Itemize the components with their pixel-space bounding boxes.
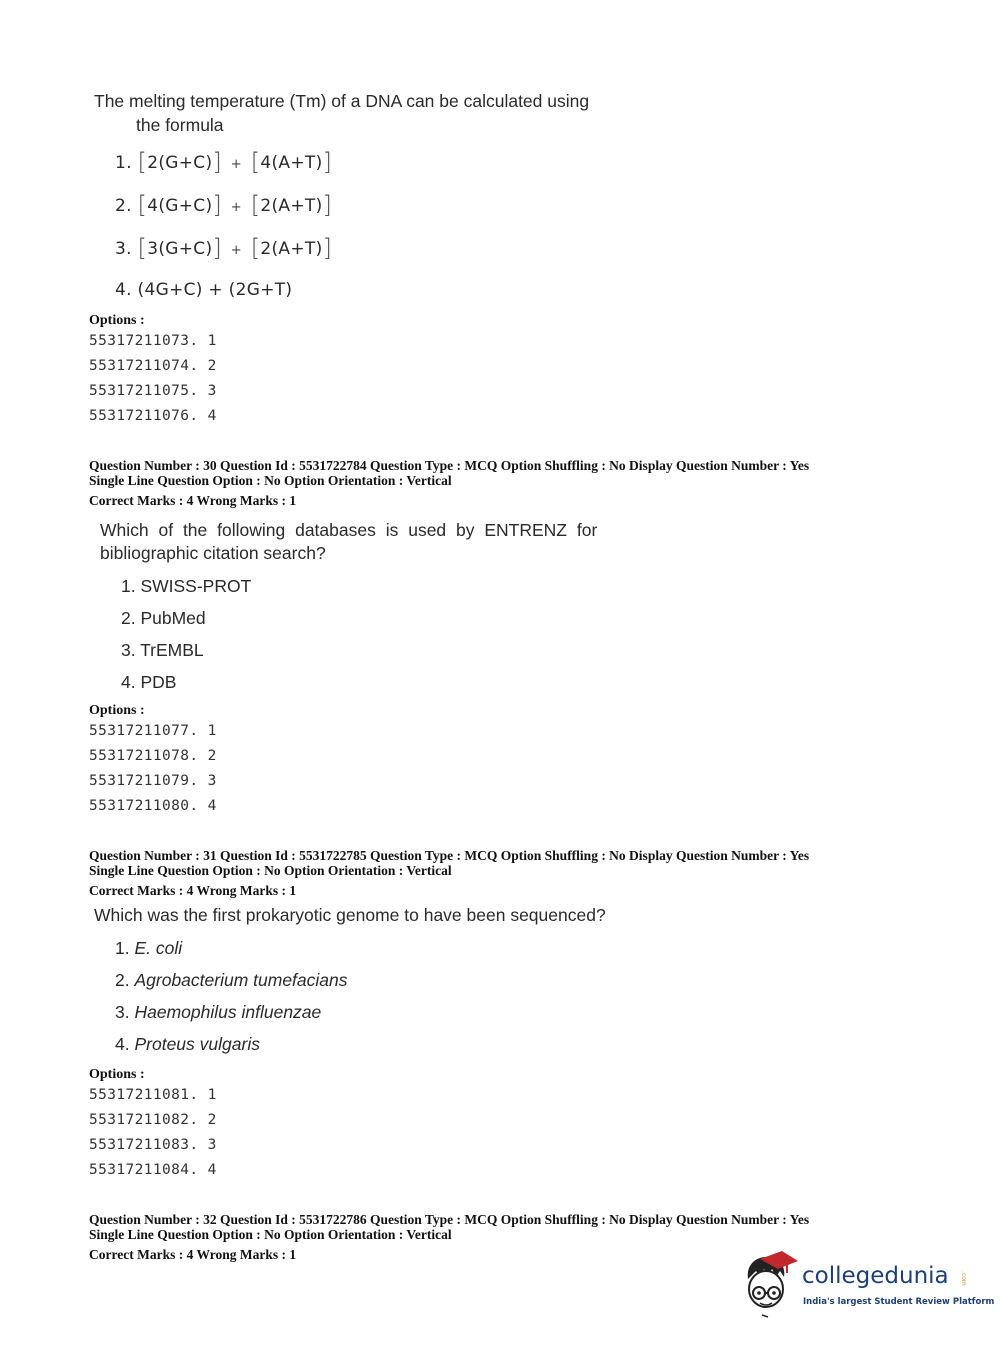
choice-number: 2. (115, 970, 130, 990)
q32-meta-line1: Question Number : 32 Question Id : 5531722786 Question Type : MCQ Option Shuffling : No Display Question Number : Yes (89, 1212, 810, 1227)
q31-option-id-1: 55317211081. 1 (89, 1087, 217, 1103)
q30-option-id-2: 55317211078. 2 (89, 748, 217, 764)
q31-choice-2 (115, 970, 348, 991)
logo-tld: .com (960, 1271, 967, 1286)
choice-term-a: 3(G+C) (147, 239, 213, 259)
q30-text-line1: Which of the following databases is used by ENTRENZ for (100, 520, 598, 540)
q30-option-id-1: 55317211077. 1 (89, 723, 217, 739)
logo-tagline: India's largest Student Review Platform (803, 1297, 995, 1307)
q30-text-line2: bibliographic citation search? (100, 543, 326, 563)
choice-organism: E. coli (134, 938, 183, 958)
q31-choice-1 (115, 938, 182, 959)
mascot-icon (742, 1249, 802, 1319)
q29-option-id-3: 55317211075. 3 (89, 383, 217, 399)
q29-options-label: Options : (89, 313, 145, 328)
choice-text: (4G+C) + (2G+T) (137, 280, 293, 300)
q31-choice-3 (115, 1002, 321, 1023)
q29-text-line2: the formula (136, 115, 224, 135)
q29-option-id-1: 55317211073. 1 (89, 333, 217, 349)
q30-choice-2: 2. PubMed (121, 608, 206, 628)
q29-choice-1: 1. [2(G+C)] + [4(A+T)] (115, 148, 333, 176)
q30-meta-line2: Single Line Question Option : No Option Orientation : Vertical (89, 473, 452, 488)
choice-number: 4. (115, 1034, 130, 1054)
q30-meta-line1: Question Number : 30 Question Id : 5531722784 Question Type : MCQ Option Shuffling : No Display Question Number : Yes (89, 458, 810, 473)
logo-brand-name: collegedunia (802, 1263, 949, 1289)
choice-organism: Haemophilus influenzae (134, 1002, 322, 1022)
q31-options-label: Options : (89, 1067, 145, 1082)
q31-meta-line3: Correct Marks : 4 Wrong Marks : 1 (89, 883, 297, 898)
choice-number: 1. (115, 153, 132, 173)
choice-organism: Proteus vulgaris (134, 1034, 260, 1054)
q30-choice-4: 4. PDB (121, 672, 177, 692)
q31-option-id-4: 55317211084. 4 (89, 1162, 217, 1178)
choice-term-a: 2(G+C) (147, 153, 213, 173)
q32-meta-line3: Correct Marks : 4 Wrong Marks : 1 (89, 1247, 297, 1262)
q31-option-id-3: 55317211083. 3 (89, 1137, 217, 1153)
q29-choice-3: 3. [3(G+C)] + [2(A+T)] (115, 234, 333, 262)
choice-term-b: 2(A+T) (260, 239, 323, 259)
q31-meta-line1: Question Number : 31 Question Id : 5531722785 Question Type : MCQ Option Shuffling : No Display Question Number : Yes (89, 848, 810, 863)
q30-meta-line3: Correct Marks : 4 Wrong Marks : 1 (89, 493, 297, 508)
choice-term-b: 4(A+T) (260, 153, 323, 173)
collegedunia-logo (742, 1249, 995, 1319)
choice-term-a: 4(G+C) (147, 196, 213, 216)
choice-term-b: 2(A+T) (260, 196, 323, 216)
q29-option-id-2: 55317211074. 2 (89, 358, 217, 374)
choice-number: 4. (115, 280, 132, 300)
choice-number: 3. (115, 239, 132, 259)
q29-choice-2: 2. [4(G+C)] + [2(A+T)] (115, 191, 333, 219)
q30-option-id-3: 55317211079. 3 (89, 773, 217, 789)
q30-option-id-4: 55317211080. 4 (89, 798, 217, 814)
q30-choice-3: 3. TrEMBL (121, 640, 204, 660)
q31-choice-4 (115, 1034, 260, 1055)
q30-choice-1: 1. SWISS-PROT (121, 576, 252, 596)
q31-option-id-2: 55317211082. 2 (89, 1112, 217, 1128)
q32-meta-line2: Single Line Question Option : No Option Orientation : Vertical (89, 1227, 452, 1242)
q31-meta-line2: Single Line Question Option : No Option Orientation : Vertical (89, 863, 452, 878)
q29-option-id-4: 55317211076. 4 (89, 408, 217, 424)
q30-options-label: Options : (89, 703, 145, 718)
choice-number: 3. (115, 1002, 130, 1022)
choice-number: 2. (115, 196, 132, 216)
q29-choice-4 (115, 280, 292, 300)
q29-text-line1: The melting temperature (Tm) of a DNA can be calculated using (94, 91, 590, 111)
q31-text-line1: Which was the first prokaryotic genome to have been sequenced? (94, 905, 606, 925)
choice-organism: Agrobacterium tumefacians (134, 970, 348, 990)
choice-number: 1. (115, 938, 130, 958)
